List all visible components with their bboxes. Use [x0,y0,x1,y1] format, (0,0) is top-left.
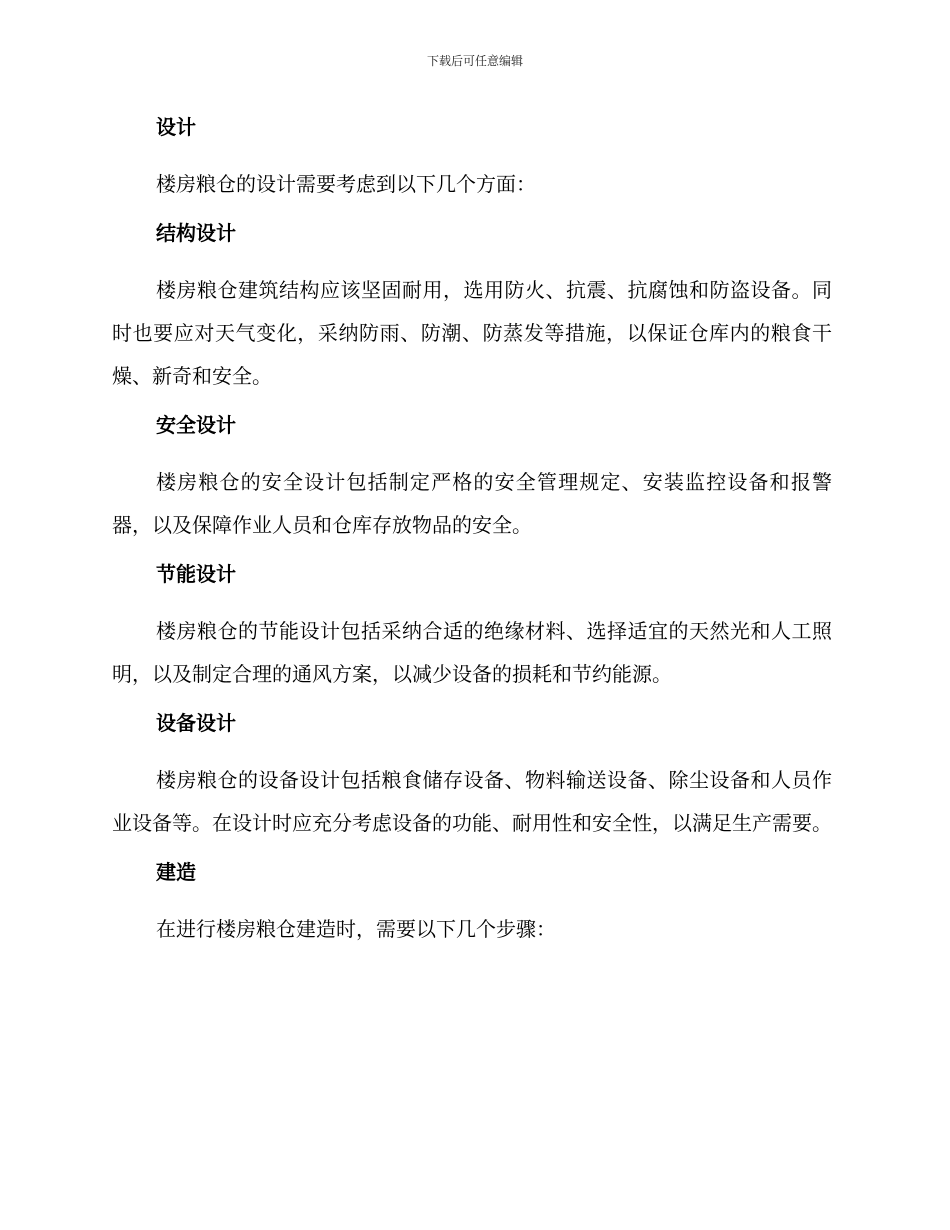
section-paragraph-equipment: 楼房粮仓的设备设计包括粮食储存设备、物料输送设备、除尘设备和人员作业设备等。在设计时应充分考虑设备的功能、耐用性和安全性，以满足生产需要。 [112,768,832,835]
section-heading-safety: 安全设计 [156,413,236,437]
section-paragraph-design: 楼房粮仓的设计需要考虑到以下几个方面： [156,172,536,196]
section-paragraph-structure: 楼房粮仓建筑结构应该坚固耐用，选用防火、抗震、抗腐蚀和防盗设备。同时也要应对天气变化，采纳防雨、防潮、防蒸发等措施，以保证仓库内的粮食干燥、新奇和安全。 [112,278,832,388]
section-paragraph-construction: 在进行楼房粮仓建造时，需要以下几个步骤： [156,917,556,941]
section-heading-equipment: 设备设计 [156,711,236,735]
section-heading-design: 设计 [156,115,196,139]
document-body [112,110,832,951]
section-heading-energy: 节能设计 [156,562,236,586]
section-heading-structure: 结构设计 [156,221,236,245]
page-header-note: 下载后可任意编辑 [426,54,523,68]
section-paragraph-safety: 楼房粮仓的安全设计包括制定严格的安全管理规定、安装监控设备和报警器，以及保障作业人员和仓库存放物品的安全。 [112,470,832,537]
section-paragraph-energy: 楼房粮仓的节能设计包括采纳合适的绝缘材料、选择适宜的天然光和人工照明，以及制定合理的通风方案，以减少设备的损耗和节约能源。 [112,619,832,686]
section-heading-construction: 建造 [156,860,196,884]
